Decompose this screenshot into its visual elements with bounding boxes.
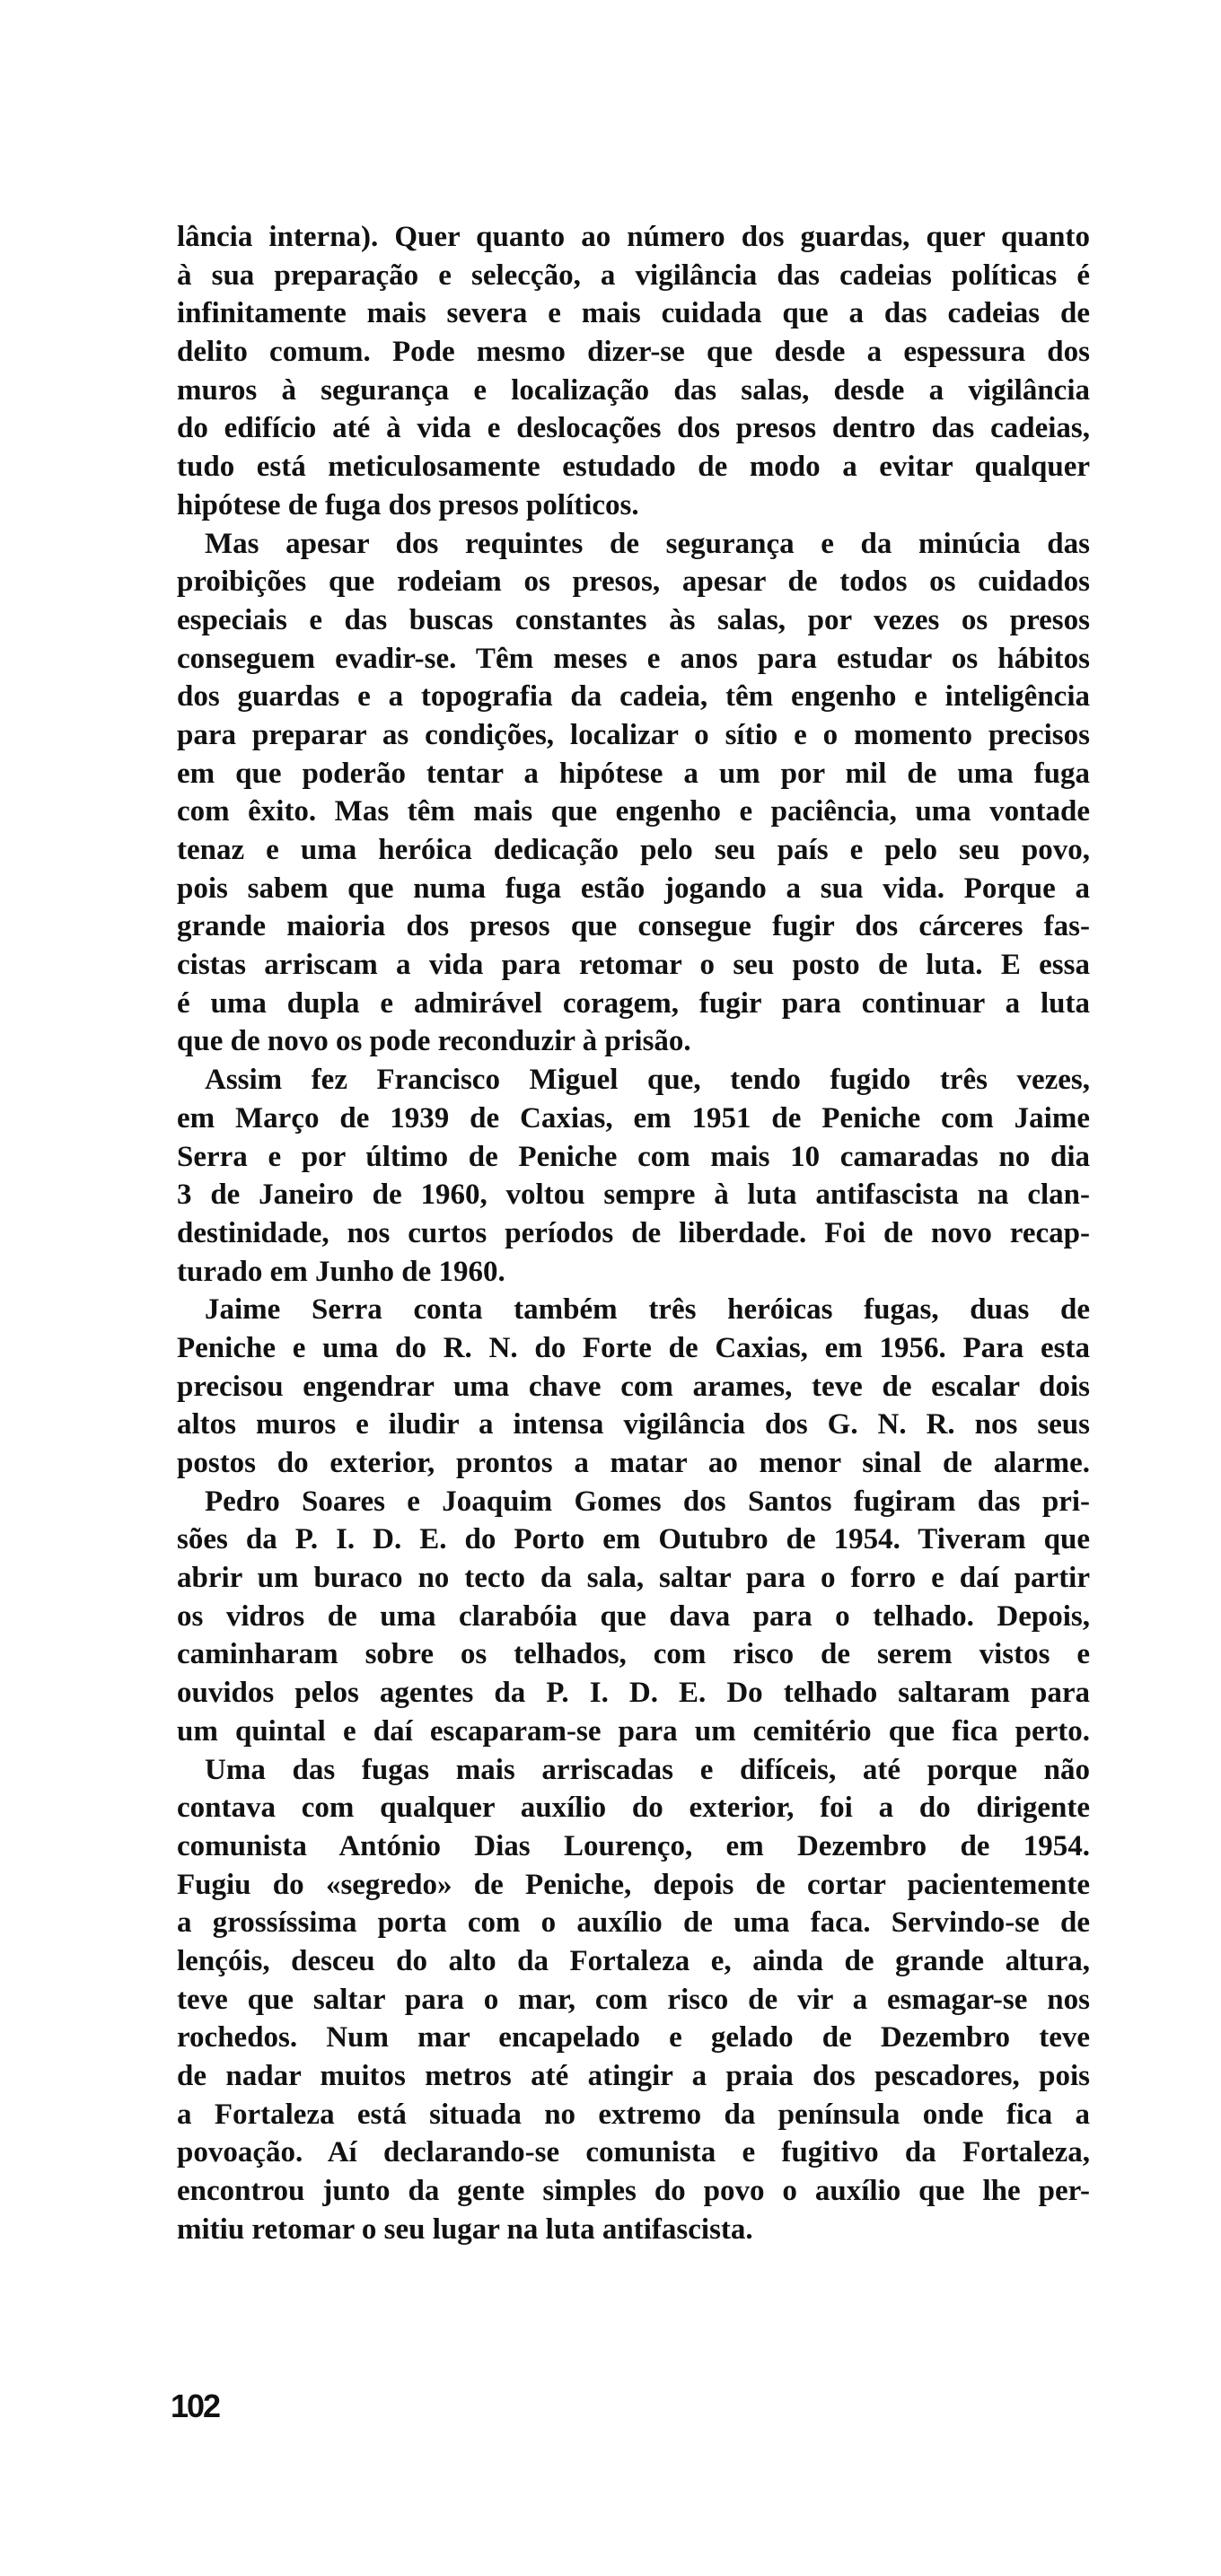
text-line: turado em Junho de 1960. bbox=[177, 1255, 505, 1288]
text-line: à sua preparação e selecção, a vigilância das cadeias políticas é bbox=[177, 258, 1090, 292]
text-line: a Fortaleza está situada no extremo da península onde fica a bbox=[177, 2098, 1090, 2131]
text-line: delito comum. Pode mesmo dizer-se que desde a espessura dos bbox=[177, 336, 1090, 369]
text-line: ouvidos pelos agentes da P. I. D. E. Do telhado saltaram para bbox=[177, 1677, 1090, 1710]
text-line: que de novo os pode reconduzir à prisão. bbox=[177, 1025, 691, 1058]
text-line: do edifício até à vida e deslocações dos presos dentro das cadeias, bbox=[177, 412, 1090, 445]
text-line: 3 de Janeiro de 1960, voltou sempre à luta antifascista na clan- bbox=[177, 1178, 1090, 1212]
text-line: mitiu retomar o seu lugar na luta antifascista. bbox=[177, 2212, 753, 2246]
text-line: a grossíssima porta com o auxílio de uma faca. Servindo-se de bbox=[177, 1906, 1090, 1940]
text-line: hipótese de fuga dos presos políticos. bbox=[177, 488, 639, 521]
text-line: caminharam sobre os telhados, com risco de serem vistos e bbox=[177, 1638, 1090, 1671]
text-line: sões da P. I. D. E. do Porto em Outubro de 1954. Tiveram que bbox=[177, 1523, 1090, 1556]
text-line: os vidros de uma clarabóia que dava para o telhado. Depois, bbox=[177, 1599, 1090, 1633]
text-line: postos do exterior, prontos a matar ao menor sinal de alarme. bbox=[177, 1447, 1090, 1479]
text-line: lância interna). Quer quanto ao número dos guardas, quer quanto bbox=[177, 221, 1090, 253]
text-line: pois sabem que numa fuga estão jogando a sua vida. Porque a bbox=[177, 872, 1090, 905]
text-line: abrir um buraco no tecto da sala, saltar para o forro e daí partir bbox=[177, 1562, 1090, 1595]
text-line: contava com qualquer auxílio do exterior, foi a do dirigente bbox=[177, 1792, 1090, 1825]
text-line: grande maioria dos presos que consegue fugir dos cárceres fas- bbox=[177, 910, 1090, 943]
text-line: conseguem evadir-se. Têm meses e anos para estudar os hábitos bbox=[177, 642, 1090, 675]
paragraph-1 bbox=[177, 218, 1090, 525]
text-line: tenaz e uma heróica dedicação pelo seu país e pelo seu povo, bbox=[177, 834, 1090, 866]
text-line: um quintal e daí escaparam-se para um cemitério que fica perto. bbox=[177, 1714, 1090, 1748]
page-body-text bbox=[177, 218, 1090, 2248]
text-line: de nadar muitos metros até atingir a praia dos pescadores, pois bbox=[177, 2060, 1090, 2092]
paragraph-3 bbox=[177, 1061, 1090, 1291]
text-line: dos guardas e a topografia da cadeia, têm engenho e inteligência bbox=[177, 680, 1090, 714]
text-line: precisou engendrar uma chave com arames, teve de escalar dois bbox=[177, 1370, 1090, 1403]
text-line: Serra e por último de Peniche com mais 10 camaradas no dia bbox=[177, 1140, 1090, 1173]
text-line: Jaime Serra conta também três heróicas fugas, duas de bbox=[205, 1293, 1090, 1327]
text-line: teve que saltar para o mar, com risco de vir a esmagar-se nos bbox=[177, 1983, 1090, 2016]
text-line: Assim fez Francisco Miguel que, tendo fugido três vezes, bbox=[205, 1064, 1090, 1097]
text-line: especiais e das buscas constantes às salas, por vezes os presos bbox=[177, 603, 1090, 636]
text-line: muros à segurança e localização das salas, desde a vigilância bbox=[177, 373, 1090, 407]
text-line: em que poderão tentar a hipótese a um por mil de uma fuga bbox=[177, 757, 1090, 790]
paragraph-6 bbox=[177, 1751, 1090, 2249]
text-line: Uma das fugas mais arriscadas e difíceis, até porque não bbox=[205, 1753, 1090, 1786]
text-line: infinitamente mais severa e mais cuidada que a das cadeias de bbox=[177, 297, 1090, 330]
text-line: para preparar as condições, localizar o sítio e o momento precisos bbox=[177, 718, 1090, 751]
text-line: cistas arriscam a vida para retomar o seu posto de luta. E essa bbox=[177, 949, 1090, 982]
text-line: proibições que rodeiam os presos, apesar de todos os cuidados bbox=[177, 565, 1090, 599]
text-line: Pedro Soares e Joaquim Gomes dos Santos fugiram das pri- bbox=[205, 1485, 1090, 1518]
text-line: tudo está meticulosamente estudado de modo a evitar qualquer bbox=[177, 451, 1090, 484]
text-line: lençóis, desceu do alto da Fortaleza e, ainda de grande altura, bbox=[177, 1944, 1090, 1977]
text-line: rochedos. Num mar encapelado e gelado de Dezembro teve bbox=[177, 2021, 1090, 2055]
paragraph-5 bbox=[177, 1483, 1090, 1751]
text-line: Mas apesar dos requintes de segurança e da minúcia das bbox=[205, 527, 1090, 560]
text-line: Fugiu do «segredo» de Peniche, depois de cortar pacientemente bbox=[177, 1868, 1090, 1901]
text-line: povoação. Aí declarando-se comunista e fugitivo da Fortaleza, bbox=[177, 2136, 1090, 2169]
text-line: destinidade, nos curtos períodos de liberdade. Foi de novo recap- bbox=[177, 1216, 1090, 1249]
text-line: é uma dupla e admirável coragem, fugir para continuar a luta bbox=[177, 986, 1090, 1020]
paragraph-2 bbox=[177, 525, 1090, 1062]
text-line: encontrou junto da gente simples do povo o auxílio que lhe per- bbox=[177, 2175, 1090, 2208]
text-line: em Março de 1939 de Caxias, em 1951 de Peniche com Jaime bbox=[177, 1101, 1090, 1135]
text-line: com êxito. Mas têm mais que engenho e paciência, uma vontade bbox=[177, 795, 1090, 828]
page-number: 102 bbox=[171, 2388, 220, 2424]
text-line: Peniche e uma do R. N. do Forte de Caxias, em 1956. Para esta bbox=[177, 1331, 1090, 1364]
text-line: altos muros e iludir a intensa vigilância dos G. N. R. nos seus bbox=[177, 1408, 1090, 1441]
text-line: comunista António Dias Lourenço, em Dezembro de 1954. bbox=[177, 1829, 1090, 1862]
paragraph-4 bbox=[177, 1291, 1090, 1482]
